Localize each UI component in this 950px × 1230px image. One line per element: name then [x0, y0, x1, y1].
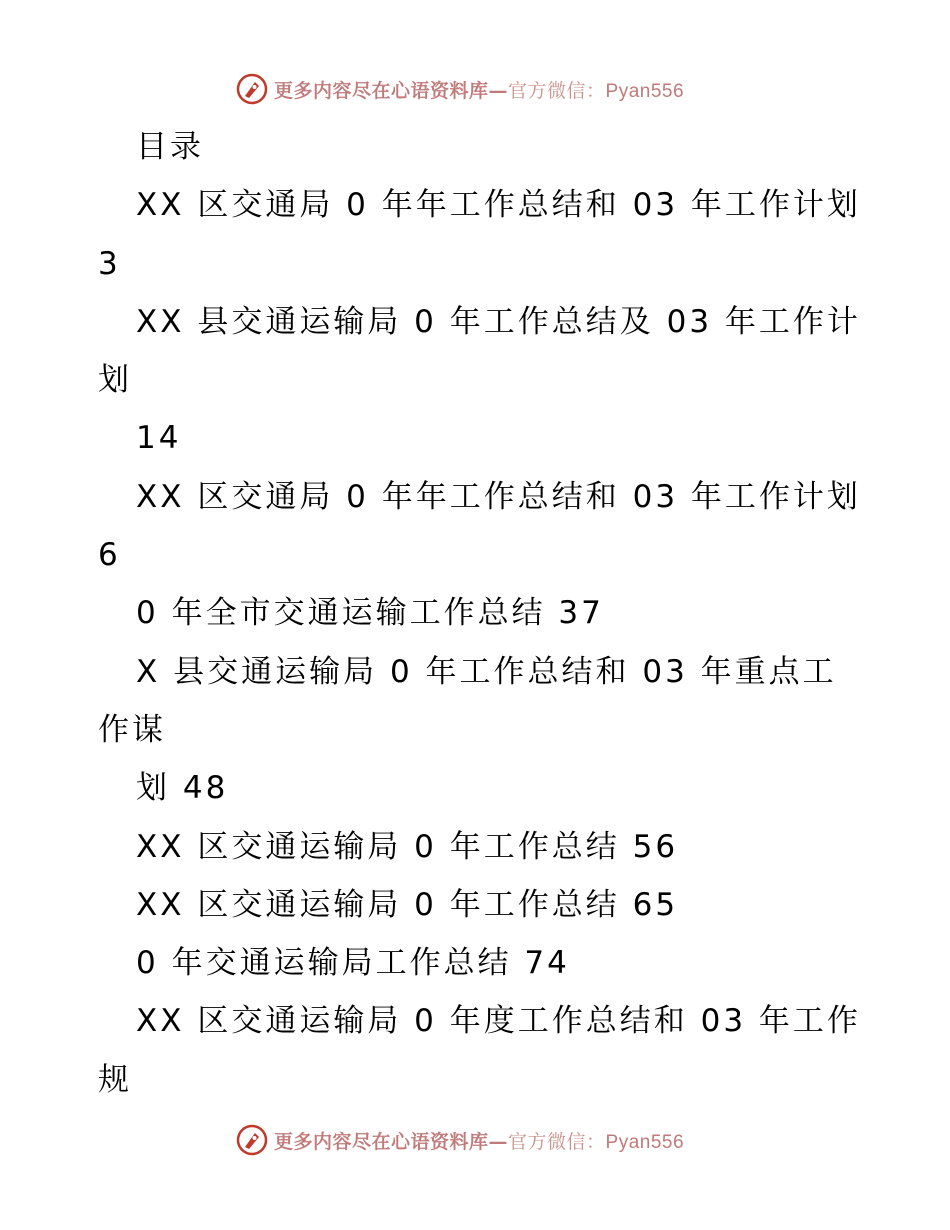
toc-heading: 目录 — [136, 129, 204, 165]
toc-line: 3 — [98, 245, 121, 282]
banner-text — [274, 76, 684, 103]
banner-wechat-label: 官方微信： — [508, 1130, 606, 1153]
banner-handle: Pyan556 — [605, 1131, 685, 1153]
pen-nib-logo-icon — [236, 1124, 268, 1156]
footer-banner[interactable] — [236, 1123, 684, 1157]
toc-line: XX 区交通局 0 年年工作总结和 03 年工作计划 — [136, 478, 861, 515]
toc-content — [98, 118, 861, 1109]
toc-line: 作谋 — [98, 711, 166, 748]
toc-line: X 县交通运输局 0 年工作总结和 03 年重点工 — [136, 653, 837, 690]
banner-handle: Pyan556 — [605, 80, 685, 102]
toc-line: 规 — [98, 1061, 132, 1098]
toc-line: XX 区交通运输局 0 年工作总结 65 — [136, 886, 679, 923]
banner-title: 更多内容尽在心语资料库 — [274, 1130, 489, 1153]
toc-line: 0 年交通运输局工作总结 74 — [136, 945, 570, 982]
toc-line: XX 县交通运输局 0 年工作总结及 03 年工作计 — [136, 303, 861, 340]
toc-line: 0 年全市交通运输工作总结 37 — [136, 595, 604, 632]
banner-dash: — — [488, 1130, 509, 1153]
banner-dash: — — [488, 79, 509, 102]
banner-title: 更多内容尽在心语资料库 — [274, 79, 489, 102]
toc-line: XX 区交通运输局 0 年度工作总结和 03 年工作 — [136, 1003, 861, 1040]
banner-text — [274, 1127, 684, 1154]
toc-line: XX 区交通局 0 年年工作总结和 03 年工作计划 — [136, 187, 861, 224]
toc-line: 6 — [98, 537, 121, 574]
pen-nib-logo-icon — [236, 73, 268, 105]
header-banner[interactable] — [236, 72, 684, 106]
banner-wechat-label: 官方微信： — [508, 79, 606, 102]
toc-line: XX 区交通运输局 0 年工作总结 56 — [136, 828, 679, 865]
toc-line: 划 — [98, 362, 132, 399]
toc-line: 划 48 — [136, 770, 229, 807]
toc-line: 14 — [136, 420, 182, 457]
